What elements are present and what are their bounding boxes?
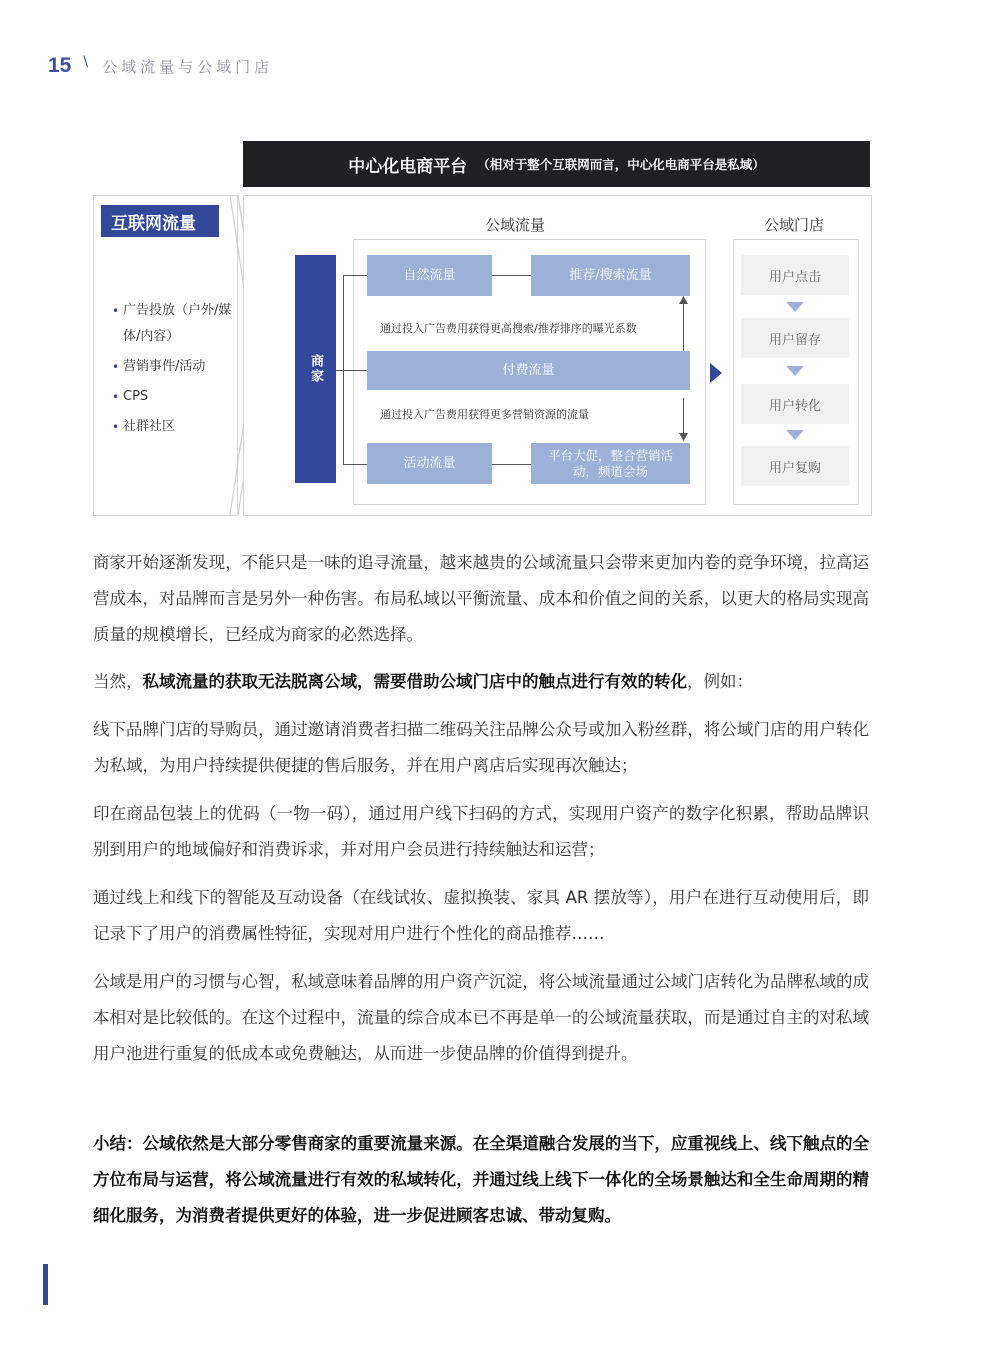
platform-banner — [243, 141, 870, 187]
connector-line — [683, 398, 684, 435]
connector-line — [336, 370, 367, 371]
promo-traffic-box: 平台大促，整合营销活动，频道会场 — [531, 443, 690, 484]
header-separator: \ — [83, 54, 89, 70]
marketing-note: 通过投入广告费用获得更多营销资源的流量 — [380, 408, 589, 421]
public-traffic-label: 公域流量 — [484, 216, 545, 234]
list-item: • 社群社区 — [112, 414, 242, 440]
connector-line — [343, 275, 344, 464]
paragraph-6: 公域是用户的习惯与心智，私域意味着品牌的用户资产沉淀，将公域流量通过公域门店转化为品牌私域的成本相对是比较低的。在这个过程中，流量的综合成本已不再是单一的公域流量获取，而是通过自主的对私域用户池进行重复的低成本或免费触达，从而进一步使品牌的价值得到提升。 — [93, 972, 869, 1063]
list-item: • CPS — [112, 384, 242, 410]
recommend-traffic-box: 推荐/搜索流量 — [531, 255, 690, 296]
paragraph-1: 商家开始逐渐发现，不能只是一味的追寻流量，越来越贵的公域流量只会带来更加内卷的竞争环境，拉高运营成本，对品牌而言是另外一种伤害。布局私域以平衡流量、成本和价值之间的关系，以更大的格局实现高质量的规模增长，已经成为商家的必然选择。 — [93, 553, 869, 644]
section-title: 公域流量与公域门店 — [102, 57, 274, 76]
banner-title: 中心化电商平台 — [348, 156, 468, 177]
paragraph-5: 通过线上和线下的智能及互动设备（在线试妆、虚拟换装、家具 AR 摆放等），用户在进行互动使用后，即记录下了用户的消费属性特征，实现对用户进行个性化的商品推荐…… — [93, 888, 869, 943]
triangle-down-icon — [786, 430, 804, 440]
paragraph-2-emphasis: 私域流量的获取无法脱离公域，需要借助公域门店中的触点进行有效的转化 — [142, 672, 687, 691]
page-number: 15 — [48, 54, 72, 77]
connector-line — [343, 464, 367, 465]
merchant-block: 商家 — [295, 255, 336, 483]
connector-line — [492, 275, 531, 276]
paragraph-4: 印在商品包装上的优码（一物一码），通过用户线下扫码的方式，实现用户资产的数字化积累，帮助品牌识别到用户的地域偏好和消费诉求，并对用户会员进行持续触达和运营； — [93, 804, 869, 859]
connector-line — [343, 275, 367, 276]
paragraph-3: 线下品牌门店的导购员，通过邀请消费者扫描二维码关注品牌公众号或加入粉丝群，将公域门店的用户转化为私域，为用户持续提供便捷的售后服务，并在用户离店后实现再次触达； — [93, 720, 869, 775]
internet-traffic-list — [112, 298, 242, 444]
connector-line — [683, 302, 684, 351]
public-store-label: 公域门店 — [763, 216, 824, 234]
page-accent-bar — [43, 1264, 48, 1305]
natural-traffic-box: 自然流量 — [367, 255, 492, 296]
arrow-right-icon — [710, 363, 722, 383]
list-item: • 营销事件/活动 — [112, 354, 242, 380]
connector-line — [492, 464, 531, 465]
paragraph-2-suffix: ，例如： — [687, 672, 753, 691]
activity-traffic-box: 活动流量 — [367, 443, 492, 484]
internet-traffic-title: 互联网流量 — [101, 205, 219, 237]
paragraph-2-prefix: 当然， — [93, 672, 143, 691]
triangle-down-icon — [786, 366, 804, 376]
arrow-down-icon — [679, 433, 688, 441]
triangle-down-icon — [786, 302, 804, 312]
search-note: 通过投入广告费用获得更高搜索/推荐排序的曝光系数 — [380, 322, 637, 335]
store-step-click: 用户点击 — [741, 255, 849, 295]
store-step-retain: 用户留存 — [741, 318, 849, 358]
banner-note: （相对于整个互联网而言，中心化电商平台是私域） — [477, 157, 765, 172]
list-item: • 广告投放（户外/媒体/内容） — [112, 298, 235, 350]
page-header — [48, 52, 273, 80]
summary-paragraph: 小结：公域依然是大部分零售商家的重要流量来源。在全渠道融合发展的当下，应重视线上、线下触点的全方位布局与运营，将公域流量进行有效的私域转化，并通过线上线下一体化的全场景触达和全生命周期的精细化服务，为消费者提供更好的体验，进一步促进顾客忠诚、带动复购。 — [93, 1134, 869, 1225]
paid-traffic-box: 付费流量 — [367, 351, 690, 390]
store-step-convert: 用户转化 — [741, 384, 849, 424]
paragraph-2 — [93, 664, 869, 700]
store-step-repurchase: 用户复购 — [741, 446, 849, 486]
arrow-up-icon — [679, 296, 688, 304]
